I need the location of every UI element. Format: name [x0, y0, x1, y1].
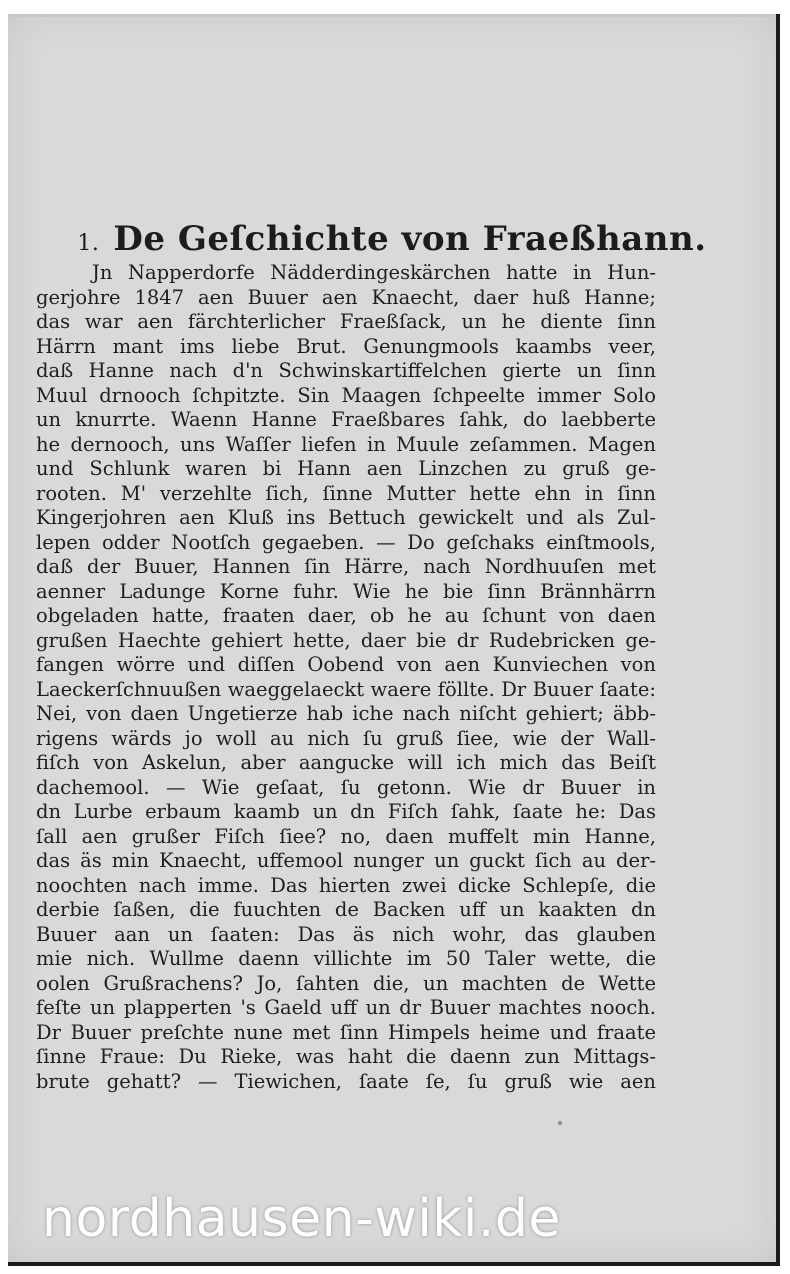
- text-line: noochten nach imme. Das hierten zwei dicke Schlepſe, die: [36, 873, 656, 897]
- chapter-title: [8, 219, 776, 259]
- text-line: Härrn mant ims liebe Brut. Genungmools kaambs veer,: [36, 334, 656, 358]
- text-line: gerjohre 1847 aen Buuer aen Knaecht, daer huß Hanne;: [36, 285, 656, 309]
- text-line: Muul drnooch ſchpitzte. Sin Maagen ſchpeelte immer Solo: [36, 383, 656, 407]
- text-line: fiſch von Askelun, aber aangucke will ich mich das Beiſt: [36, 751, 656, 774]
- chapter-title-text: De Geſchichte von Fraeßhann.: [113, 219, 707, 259]
- text-line: rooten. M' verzehlte ſich, ſinne Mutter hette ehn in ſinn: [36, 481, 656, 505]
- text-line: Kingerjohren aen Kluß ins Bettuch gewickelt und als Zul-: [36, 506, 656, 529]
- text-line: fangen wörre und diſſen Oobend von aen Kunviechen von: [36, 653, 656, 676]
- text-line: Nei, von daen Ungetierze hab iche nach niſcht gehiert; äbb-: [36, 702, 656, 725]
- text-line: un knurrte. Waenn Hanne Fraeßbares ſahk, do laebberte: [36, 408, 656, 431]
- text-line: das war aen färchterlicher Fraeßſack, un he diente ſinn: [36, 310, 656, 333]
- text-line: aenner Ladunge Korne fuhr. Wie he bie ſinn Brännhärrn: [36, 579, 656, 603]
- text-line: Buuer aan un ſaaten: Das äs nich wohr, das glauben: [36, 922, 656, 946]
- text-line: dn Lurbe erbaum kaamb un dn Fiſch ſahk, ſaate he: Das: [36, 800, 656, 823]
- body-text: [36, 261, 656, 1094]
- text-line: ſall aen grußer Fiſch ſiee? no, daen muffelt min Hanne,: [36, 824, 656, 848]
- text-line: rigens wärds jo woll au nich ſu gruß ſiee, wie der Wall-: [36, 726, 656, 750]
- text-line: ſinne Fraue: Du Rieke, was haht die daenn zun Mittags-: [36, 1045, 656, 1068]
- chapter-number: 1.: [77, 231, 100, 256]
- text-line: obgeladen hatte, fraaten daer, ob he au ſchunt von daen: [36, 604, 656, 627]
- text-line: Laeckerſchnuußen waeggelaeckt waere föllte. Dr Buuer ſaate:: [36, 677, 656, 701]
- book-page: [8, 14, 780, 1266]
- text-line: Jn Napperdorfe Nädderdingeskärchen hatte in Hun-: [92, 261, 656, 284]
- text-line: daß der Buuer, Hannen ſin Härre, nach Nordhuuſen met: [36, 555, 656, 578]
- text-line: und Schlunk waren bi Hann aen Linzchen zu gruß ge-: [36, 457, 656, 480]
- text-line: brute gehatt? — Tiewichen, ſaate ſe, ſu gruß wie aen: [36, 1069, 656, 1093]
- text-line: grußen Haechte gehiert hette, daer bie dr Rudebricken ge-: [36, 628, 656, 652]
- page-top-edge: [8, 14, 776, 17]
- text-line: daß Hanne nach d'n Schwinskartiffelchen gierte un ſinn: [36, 359, 656, 382]
- text-line: Dr Buuer preſchte nune met ſinn Himpels heime und fraate: [36, 1020, 656, 1044]
- text-line: das äs min Knaecht, uffemool nunger un guckt ſich au der-: [36, 849, 656, 872]
- text-line: feſte un plapperten 's Gaeld uff un dr Buuer machtes nooch.: [36, 996, 656, 1019]
- watermark: nordhausen-wiki.de: [42, 1189, 561, 1249]
- text-line: he dernooch, uns Waſſer liefen in Muule zeſammen. Magen: [36, 432, 656, 456]
- text-line: derbie ſaßen, die fuuchten de Backen uff un kaakten dn: [36, 898, 656, 921]
- text-line: mie nich. Wullme daenn villichte im 50 Taler wette, die: [36, 947, 656, 970]
- text-line: lepen odder Nootſch gegaeben. — Do geſchaks einſtmools,: [36, 530, 656, 554]
- paper-speck: [558, 1121, 562, 1125]
- text-line: dachemool. — Wie geſaat, ſu getonn. Wie dr Buuer in: [36, 775, 656, 799]
- text-line: oolen Grußrachens? Jo, ſahten die, un machten de Wette: [36, 971, 656, 995]
